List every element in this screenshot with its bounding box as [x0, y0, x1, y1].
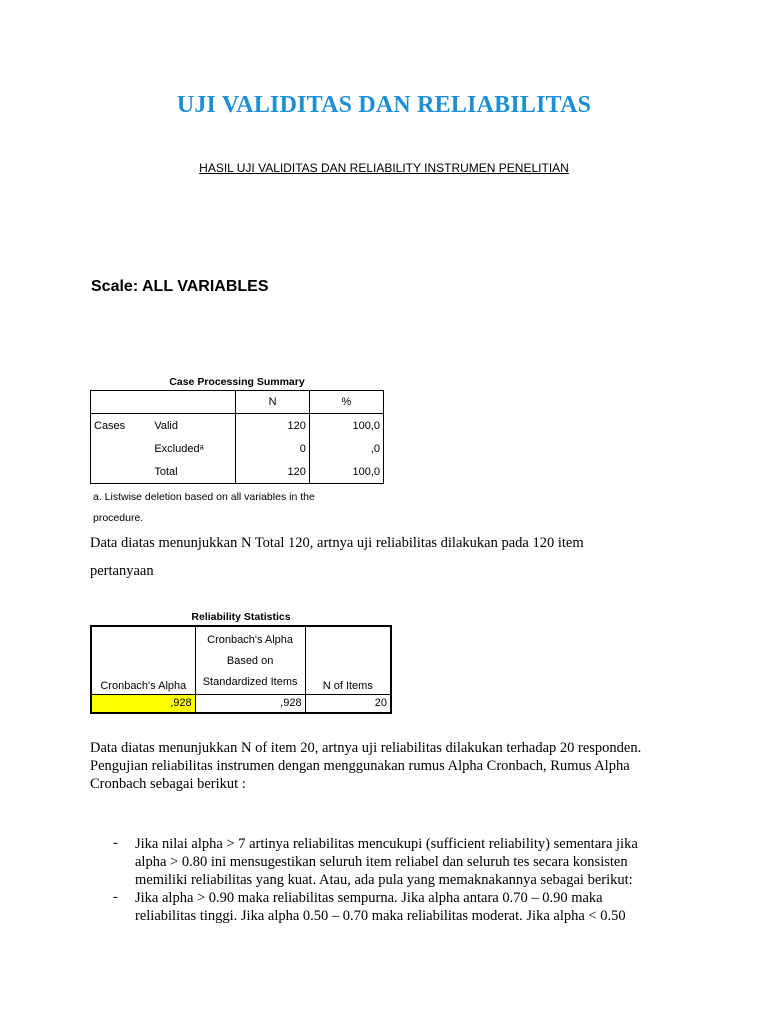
table-row: [91, 694, 391, 713]
bullet-dash: -: [113, 835, 118, 851]
paragraph-1-line1: Data diatas menunjukkan N Total 120, artnya uji reliabilitas dilakukan pada 120 item: [90, 535, 584, 551]
page-title: UJI VALIDITAS DAN RELIABILITAS: [176, 92, 592, 118]
bullet-item-2-line1: Jika alpha > 0.90 maka reliabilitas sempurna. Jika alpha antara 0.70 – 0.90 maka: [135, 890, 603, 906]
col-header-alpha-std-line2: Based on: [226, 654, 274, 667]
col-header-alpha-std: [195, 626, 305, 694]
row-pct: 100,0: [309, 461, 383, 484]
table-row: [91, 461, 384, 484]
case-table-caption: Case Processing Summary: [169, 376, 305, 388]
row-n: 120: [236, 461, 310, 484]
scale-heading: Scale: ALL VARIABLES: [91, 278, 269, 295]
table-header-row: [91, 626, 391, 694]
header-empty-1: [91, 391, 152, 414]
bullet-item-1-line2: alpha > 0.80 ini mensugestikan seluruh item reliabel dan seluruh tes secara konsisten: [135, 854, 628, 870]
table-row: [91, 438, 384, 461]
n-items-value-cell: 20: [374, 697, 387, 710]
col-header-n: N: [236, 391, 310, 414]
row-pct: ,0: [309, 438, 383, 461]
row-n: 120: [236, 414, 310, 438]
bullet-item-1-line3: memiliki reliabilitas yang kuat. Atau, ada pula yang memaknakannya sebagai berikut:: [135, 872, 633, 888]
reliability-table-caption: Reliability Statistics: [191, 611, 291, 623]
paragraph-2-line3: Cronbach sebagai berikut :: [90, 776, 246, 792]
col-header-n-items: N of Items: [305, 626, 391, 694]
row-group-empty: [91, 461, 152, 484]
table-footnote-line1: a. Listwise deletion based on all variables in the: [93, 491, 315, 503]
page-subtitle: HASIL UJI VALIDITAS DAN RELIABILITY INSTRUMEN PENELITIAN: [199, 161, 569, 175]
table-header-row: [91, 391, 384, 414]
row-label: Valid: [154, 419, 178, 432]
paragraph-2-line2: Pengujian reliabilitas instrumen dengan menggunakan rumus Alpha Cronbach, Rumus Alpha: [90, 758, 630, 774]
alpha-std-value-cell: ,928: [195, 694, 305, 713]
row-group-label: Cases: [91, 414, 152, 438]
bullet-item-2-line2: reliabilitas tinggi. Jika alpha 0.50 – 0.70 maka reliabilitas moderat. Jika alpha < 0.50: [135, 908, 626, 924]
case-processing-table: [90, 390, 384, 484]
row-label: Excludedᵃ: [154, 443, 204, 455]
row-n: 0: [236, 438, 310, 461]
alpha-value-cell: ,928: [91, 694, 195, 713]
row-label: Total: [151, 461, 235, 484]
bullet-item-2: [135, 889, 626, 925]
row-group-empty: [91, 438, 152, 461]
row-pct: 100,0: [309, 414, 383, 438]
bullet-item-1: [135, 835, 638, 889]
paragraph-2-line1: Data diatas menunjukkan N of item 20, artnya uji reliabilitas dilakukan terhadap 20 responden.: [90, 740, 642, 756]
reliability-statistics-table: [90, 625, 392, 714]
paragraph-1-line2: pertanyaan: [90, 563, 154, 579]
col-header-alpha-std-line3: Standardized Items: [202, 675, 298, 688]
col-header-alpha-std-line1: Cronbach's Alpha: [207, 633, 294, 646]
table-row: [91, 414, 384, 438]
table-footnote-line2: procedure.: [93, 512, 144, 524]
col-header-pct: %: [309, 391, 383, 414]
header-empty-2: [151, 391, 235, 414]
bullet-item-1-line1: Jika nilai alpha > 7 artinya reliabilitas mencukupi (sufficient reliability) sementara jika: [135, 836, 638, 852]
col-header-alpha: Cronbach's Alpha: [91, 626, 195, 694]
bullet-dash: -: [113, 889, 118, 905]
